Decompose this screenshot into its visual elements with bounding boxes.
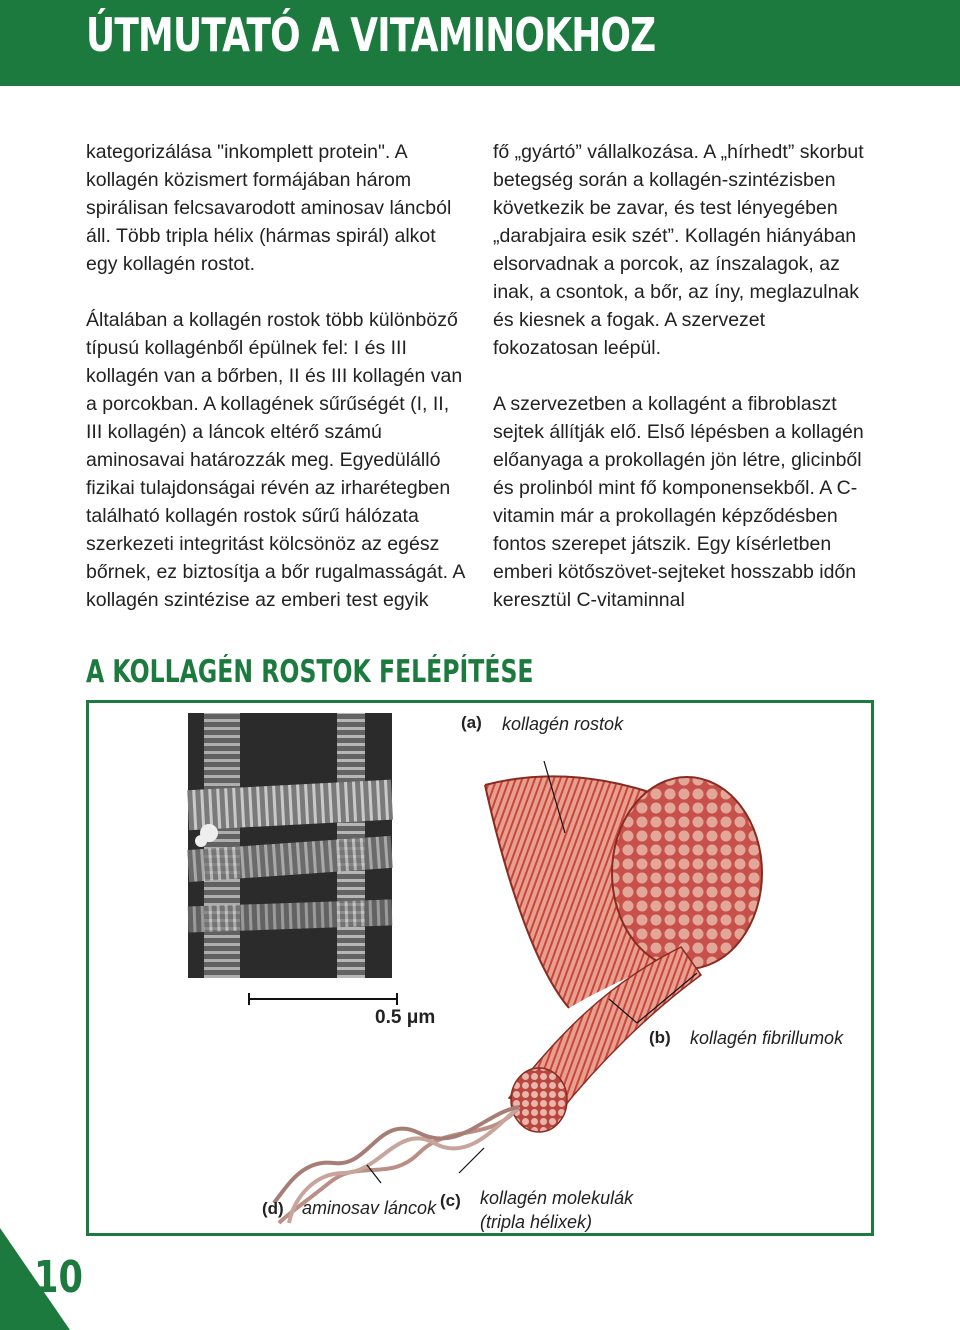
collagen-figure (86, 700, 874, 1236)
label-d-text: aminosav láncok (302, 1198, 437, 1218)
collagen-illustration (89, 703, 871, 1233)
page-title: ÚTMUTATÓ A VITAMINOKHOZ (86, 8, 656, 62)
paragraph: Általában a kollagén rostok több különböző típusú kollagénből épülnek fel: I és III kollagén van a bőrben, II és III kollagén van a porcokban. A kollagének sűrűségét (I, II, III kollagén) a láncok eltérő számú aminosavai határozzák meg. Egyedülálló fizikai tulajdonságai révén az irharétegben található kollagén rostok sűrű hálózata szerkezeti integritást kölcsönöz az egész bőrnek, ez biztosítja a bőr rugalmasságát. A kollagén szintézise az emberi test egyik (86, 309, 465, 611)
label-a-tag: (a) (461, 713, 482, 732)
fiber-bundle (485, 776, 762, 1008)
paragraph: A szervezetben a kollagént a fibroblaszt sejtek állítják elő. Első lépésben a kollagén előanyaga a prokollagén jön létre, glicinből és prolinból mint fő komponensekből. A C-vitamin már a prokollagén képződésben fontos szerepet játszik. Egy kísérletben emberi kötőszövet-sejteket hosszabb időn keresztül C-vitaminnal (493, 393, 864, 611)
text-column-left (86, 138, 468, 614)
scale-bar-label: 0.5 μm (375, 1007, 436, 1028)
label-d-tag: (d) (262, 1199, 284, 1218)
page-number: 10 (34, 1252, 83, 1303)
text-column-right (493, 138, 873, 614)
label-a-text: kollagén rostok (502, 714, 624, 734)
micrograph-image (187, 713, 397, 1005)
label-b-text: kollagén fibrillumok (690, 1028, 844, 1048)
paragraph: kategorizálása "inkomplett protein". A kollagén közismert formájában három spirálisan felcsavarodott aminosav láncból áll. Több tripla hélix (hármas spirál) alkot egy kollagén rostot. (86, 141, 452, 275)
label-c-tag: (c) (440, 1191, 461, 1210)
label-c-text-2: (tripla hélixek) (480, 1212, 593, 1232)
paragraph: fő „gyártó” vállalkozása. A „hírhedt” skorbut betegség során a kollagén-szintézisben következik be zavar, és test lényegében „darabjaira esik szét”. Kollagén hiányában elsorvadnak a porcok, az ínszalagok, az inak, a csontok, a bőr, az íny, meglazulnak és kiesnek a fogak. A szervezet fokozatosan leépül. (493, 141, 864, 359)
page-header (0, 0, 960, 86)
label-b-tag: (b) (649, 1028, 671, 1047)
figure-title: A KOLLAGÉN ROSTOK FELÉPÍTÉSE (86, 654, 534, 690)
label-c-text-1: kollagén molekulák (480, 1188, 634, 1208)
